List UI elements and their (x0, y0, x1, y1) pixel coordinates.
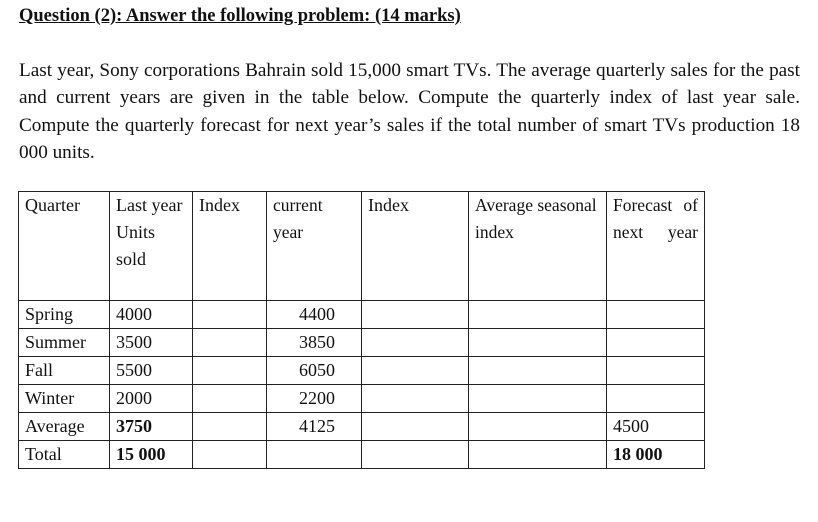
forecast-cell (607, 385, 705, 413)
table-row (19, 357, 705, 385)
last-year-cell: 3500 (110, 329, 193, 357)
forecast-cell (607, 301, 705, 329)
quarter-cell: Total (19, 441, 110, 469)
current-year-cell: 4125 (267, 413, 362, 441)
header-average-seasonal-index: Average seasonal index (469, 192, 607, 301)
avg-index-cell (469, 385, 607, 413)
forecast-cell: 18 000 (607, 441, 705, 469)
avg-index-cell (469, 301, 607, 329)
index2-cell (362, 441, 469, 469)
quarter-cell: Winter (19, 385, 110, 413)
last-year-cell: 3750 (110, 413, 193, 441)
index1-cell (193, 441, 267, 469)
index1-cell (193, 329, 267, 357)
index1-cell (193, 357, 267, 385)
forecast-cell: 4500 (607, 413, 705, 441)
quarter-cell: Average (19, 413, 110, 441)
header-current-year: current year (267, 192, 362, 301)
current-year-cell: 3850 (267, 329, 362, 357)
index1-cell (193, 413, 267, 441)
last-year-cell: 15 000 (110, 441, 193, 469)
table-row-total (19, 441, 705, 469)
quarter-cell: Spring (19, 301, 110, 329)
avg-index-cell (469, 413, 607, 441)
table-row (19, 385, 705, 413)
last-year-cell: 4000 (110, 301, 193, 329)
avg-index-cell (469, 329, 607, 357)
index2-cell (362, 301, 469, 329)
index2-cell (362, 385, 469, 413)
current-year-cell (267, 441, 362, 469)
avg-index-cell (469, 441, 607, 469)
index2-cell (362, 357, 469, 385)
header-quarter: Quarter (19, 192, 110, 301)
index1-cell (193, 301, 267, 329)
current-year-cell: 4400 (267, 301, 362, 329)
problem-text: Last year, Sony corporations Bahrain sold 15,000 smart TVs. The average quarterly sales for the past and current years are given in the table below. Compute the quarterly index of last year sale. Compute the quarterly forecast for next year’s sales if the total number of smart TVs production 18 000 units. (19, 60, 800, 163)
index1-cell (193, 385, 267, 413)
current-year-cell: 6050 (267, 357, 362, 385)
index2-cell (362, 329, 469, 357)
header-forecast: Forecast of next year (607, 192, 705, 301)
question-heading: Question (2): Answer the following problem: (14 marks) (19, 6, 461, 26)
sales-table (18, 191, 705, 469)
table-header-row (19, 192, 705, 301)
current-year-cell: 2200 (267, 385, 362, 413)
quarter-cell: Summer (19, 329, 110, 357)
header-index-2: Index (362, 192, 469, 301)
avg-index-cell (469, 357, 607, 385)
forecast-cell (607, 329, 705, 357)
last-year-cell: 2000 (110, 385, 193, 413)
table-row (19, 329, 705, 357)
header-index-1: Index (193, 192, 267, 301)
table-row (19, 301, 705, 329)
header-last-year: Last year Units sold (110, 192, 193, 301)
table-row-average (19, 413, 705, 441)
quarter-cell: Fall (19, 357, 110, 385)
last-year-cell: 5500 (110, 357, 193, 385)
forecast-cell (607, 357, 705, 385)
index2-cell (362, 413, 469, 441)
